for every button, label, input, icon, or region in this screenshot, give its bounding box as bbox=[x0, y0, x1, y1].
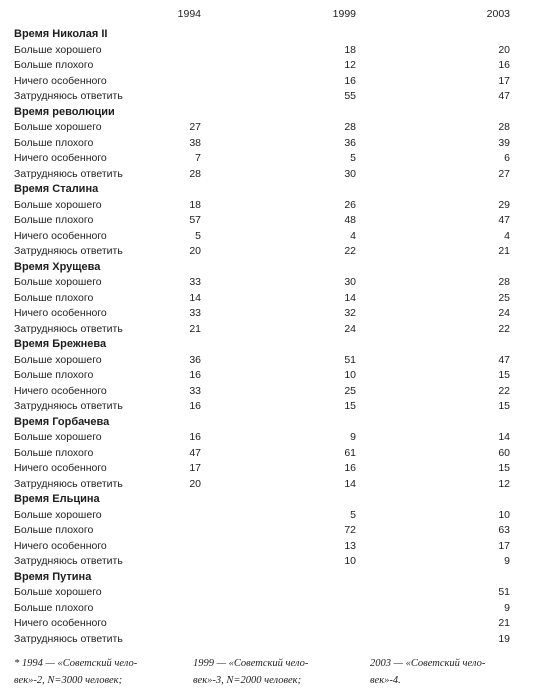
row-label: Больше плохого bbox=[14, 136, 94, 149]
section-title: Время Хрущева bbox=[14, 260, 101, 273]
footnote-1994-line2: век»-2, N=3000 человек; bbox=[14, 675, 123, 686]
value-1999: 10 bbox=[344, 369, 356, 381]
footnote-2003 bbox=[370, 655, 485, 689]
value-1999: 10 bbox=[344, 555, 356, 567]
value-2003: 29 bbox=[498, 198, 510, 211]
row-label: Затрудняюсь ответить bbox=[14, 477, 123, 490]
value-1994: 28 bbox=[189, 167, 201, 180]
value-2003: 39 bbox=[498, 136, 510, 149]
value-2003: 15 bbox=[498, 400, 510, 412]
row-label: Больше хорошего bbox=[14, 431, 102, 443]
table-row bbox=[0, 509, 537, 525]
value-2003: 15 bbox=[498, 369, 510, 381]
value-2003: 4 bbox=[504, 229, 510, 242]
table-row bbox=[0, 199, 537, 215]
value-1999: 30 bbox=[344, 276, 356, 288]
row-label: Больше хорошего bbox=[14, 276, 102, 288]
row-label: Больше хорошего bbox=[14, 121, 102, 133]
table-row bbox=[0, 230, 537, 246]
footnote-1994-line1: * 1994 — «Советский чело- bbox=[14, 658, 138, 669]
value-1994: 36 bbox=[189, 353, 201, 366]
row-label: Ничего особенного bbox=[14, 617, 107, 629]
table-row bbox=[0, 385, 537, 401]
value-1999: 22 bbox=[344, 245, 356, 257]
table-row bbox=[0, 292, 537, 308]
row-label: Больше хорошего bbox=[14, 353, 102, 366]
value-2003: 16 bbox=[498, 59, 510, 71]
value-1994: 5 bbox=[195, 229, 201, 242]
table-row bbox=[0, 354, 537, 370]
value-1994: 17 bbox=[189, 462, 201, 474]
table-row bbox=[0, 137, 537, 153]
value-1999: 13 bbox=[344, 539, 356, 552]
section-title: Время Ельцина bbox=[14, 493, 100, 505]
value-1994: 14 bbox=[189, 291, 201, 304]
value-1999: 5 bbox=[350, 508, 356, 521]
table-row bbox=[0, 633, 537, 649]
table-row bbox=[0, 478, 537, 494]
value-1994: 16 bbox=[189, 369, 201, 381]
value-2003: 60 bbox=[498, 446, 510, 459]
row-label: Ничего особенного bbox=[14, 307, 107, 319]
value-2003: 28 bbox=[498, 276, 510, 288]
value-1999: 30 bbox=[344, 167, 356, 180]
footnote-1999-line1: 1999 — «Советский чело- bbox=[193, 658, 309, 669]
value-1994: 27 bbox=[189, 121, 201, 133]
row-label: Затрудняюсь ответить bbox=[14, 90, 123, 102]
value-2003: 19 bbox=[498, 632, 510, 645]
table-row bbox=[0, 214, 537, 230]
section-title: Время Брежнева bbox=[14, 338, 107, 350]
value-2003: 15 bbox=[498, 462, 510, 474]
value-1994: 38 bbox=[189, 136, 201, 149]
value-2003: 22 bbox=[498, 384, 510, 397]
row-label: Больше плохого bbox=[14, 59, 94, 71]
row-label: Больше плохого bbox=[14, 601, 94, 614]
value-1999: 28 bbox=[344, 121, 356, 133]
table-row bbox=[0, 276, 537, 292]
value-2003: 25 bbox=[498, 291, 510, 304]
value-1999: 72 bbox=[344, 524, 356, 536]
value-1999: 26 bbox=[344, 198, 356, 211]
table-row bbox=[0, 524, 537, 540]
row-label: Больше плохого bbox=[14, 524, 94, 536]
value-2003: 20 bbox=[498, 43, 510, 56]
row-label: Затрудняюсь ответить bbox=[14, 555, 123, 567]
value-1994: 21 bbox=[189, 322, 201, 335]
value-1999: 48 bbox=[344, 214, 356, 226]
year-header-1994: 1994 bbox=[177, 8, 201, 20]
section-title: Время Путина bbox=[14, 570, 92, 583]
value-1999: 16 bbox=[344, 74, 356, 87]
value-1994: 16 bbox=[189, 400, 201, 412]
year-header-1999: 1999 bbox=[332, 8, 356, 20]
value-2003: 14 bbox=[498, 431, 510, 443]
value-1999: 55 bbox=[344, 90, 356, 102]
section-title: Время Николая II bbox=[14, 28, 108, 40]
row-label: Ничего особенного bbox=[14, 152, 107, 164]
value-1999: 25 bbox=[344, 384, 356, 397]
value-1999: 14 bbox=[344, 291, 356, 304]
table-row bbox=[0, 168, 537, 184]
value-1994: 33 bbox=[189, 276, 201, 288]
value-1999: 5 bbox=[350, 152, 356, 164]
value-1999: 15 bbox=[344, 400, 356, 412]
row-label: Больше хорошего bbox=[14, 508, 102, 521]
value-2003: 17 bbox=[498, 74, 510, 87]
table-row bbox=[0, 44, 537, 60]
value-1999: 4 bbox=[350, 229, 356, 242]
value-1994: 57 bbox=[189, 214, 201, 226]
table-row bbox=[0, 90, 537, 106]
row-label: Затрудняюсь ответить bbox=[14, 322, 123, 335]
value-2003: 47 bbox=[498, 214, 510, 226]
value-2003: 22 bbox=[498, 322, 510, 335]
row-label: Больше плохого bbox=[14, 446, 94, 459]
value-2003: 12 bbox=[498, 477, 510, 490]
value-2003: 47 bbox=[498, 353, 510, 366]
row-label: Затрудняюсь ответить bbox=[14, 632, 123, 645]
row-label: Затрудняюсь ответить bbox=[14, 400, 123, 412]
footnote-2003-line1: 2003 — «Советский чело- bbox=[370, 658, 486, 669]
value-2003: 63 bbox=[498, 524, 510, 536]
section-title: Время Горбачева bbox=[14, 415, 110, 428]
row-label: Ничего особенного bbox=[14, 229, 107, 242]
row-label: Больше хорошего bbox=[14, 198, 102, 211]
footnote-1999 bbox=[193, 655, 308, 689]
footnote-1999-line2: век»-3, N=2000 человек; bbox=[193, 675, 302, 686]
value-2003: 6 bbox=[504, 152, 510, 164]
row-label: Затрудняюсь ответить bbox=[14, 245, 123, 257]
value-1999: 18 bbox=[344, 43, 356, 56]
value-1994: 20 bbox=[189, 245, 201, 257]
table-row bbox=[0, 617, 537, 633]
table-row bbox=[0, 59, 537, 75]
table-row bbox=[0, 369, 537, 385]
value-2003: 27 bbox=[498, 167, 510, 180]
value-2003: 10 bbox=[498, 508, 510, 521]
value-1994: 47 bbox=[189, 446, 201, 459]
value-1994: 7 bbox=[195, 152, 201, 164]
table-row bbox=[0, 121, 537, 137]
value-2003: 21 bbox=[498, 245, 510, 257]
value-2003: 9 bbox=[504, 601, 510, 614]
value-1999: 16 bbox=[344, 462, 356, 474]
value-1999: 12 bbox=[344, 59, 356, 71]
row-label: Ничего особенного bbox=[14, 384, 107, 397]
footnote-1994 bbox=[14, 655, 137, 689]
table-row bbox=[0, 75, 537, 91]
table-row bbox=[0, 307, 537, 323]
value-1994: 18 bbox=[189, 198, 201, 211]
table-row bbox=[0, 602, 537, 618]
row-label: Больше плохого bbox=[14, 291, 94, 304]
value-1999: 24 bbox=[344, 322, 356, 335]
table-row bbox=[0, 431, 537, 447]
value-1994: 16 bbox=[189, 431, 201, 443]
value-2003: 24 bbox=[498, 307, 510, 319]
section-title: Время революции bbox=[14, 105, 115, 118]
value-1999: 14 bbox=[344, 477, 356, 490]
table-row bbox=[0, 586, 537, 602]
table-row bbox=[0, 462, 537, 478]
value-2003: 51 bbox=[498, 586, 510, 598]
value-2003: 21 bbox=[498, 617, 510, 629]
row-label: Ничего особенного bbox=[14, 74, 107, 87]
value-1999: 51 bbox=[344, 353, 356, 366]
row-label: Ничего особенного bbox=[14, 462, 107, 474]
row-label: Затрудняюсь ответить bbox=[14, 167, 123, 180]
row-label: Больше плохого bbox=[14, 214, 94, 226]
value-1994: 33 bbox=[189, 307, 201, 319]
value-1999: 9 bbox=[350, 431, 356, 443]
footnote-2003-line2: век»-4. bbox=[370, 675, 401, 686]
table-row bbox=[0, 540, 537, 556]
value-2003: 17 bbox=[498, 539, 510, 552]
value-1994: 20 bbox=[189, 477, 201, 490]
value-1999: 36 bbox=[344, 136, 356, 149]
value-2003: 28 bbox=[498, 121, 510, 133]
row-label: Больше хорошего bbox=[14, 43, 102, 56]
value-2003: 47 bbox=[498, 90, 510, 102]
row-label: Больше плохого bbox=[14, 369, 94, 381]
year-header-2003: 2003 bbox=[486, 8, 510, 20]
value-1994: 33 bbox=[189, 384, 201, 397]
row-label: Больше хорошего bbox=[14, 586, 102, 598]
value-2003: 9 bbox=[504, 555, 510, 567]
table-row bbox=[0, 245, 537, 261]
table-row bbox=[0, 400, 537, 416]
table-row bbox=[0, 555, 537, 571]
section-title: Время Сталина bbox=[14, 183, 99, 195]
table-row bbox=[0, 323, 537, 339]
table-row bbox=[0, 447, 537, 463]
value-1999: 32 bbox=[344, 307, 356, 319]
value-1999: 61 bbox=[344, 446, 356, 459]
row-label: Ничего особенного bbox=[14, 539, 107, 552]
table-row bbox=[0, 152, 537, 168]
